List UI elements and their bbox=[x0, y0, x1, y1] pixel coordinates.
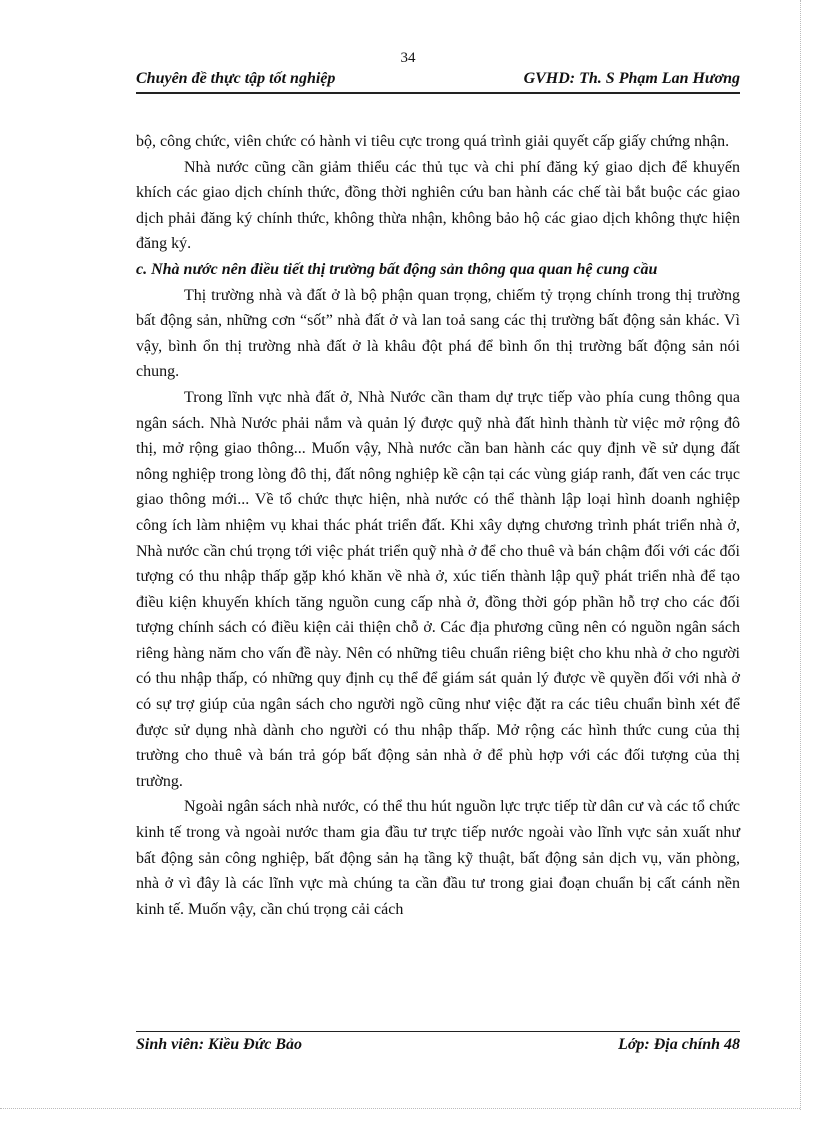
paragraph-housing-market: Thị trường nhà và đất ở là bộ phận quan trọng, chiếm tỷ trọng chính trong thị trường bất động sản, những cơn “sốt” nhà đất ở và lan toả sang các thị trường bất động sản khác. Vì vậy, bình ổn thị trường nhà đất ở là khâu đột phá để bình ổn thị trường bất động sản nói chung. bbox=[136, 286, 740, 381]
header-advisor: GVHD: Th. S Phạm Lan Hương bbox=[523, 70, 740, 87]
section-heading-c: c. Nhà nước nên điều tiết thị trường bất động sản thông qua quan hệ cung cầu bbox=[136, 260, 658, 278]
paragraph-continuation: bộ, công chức, viên chức có hành vi tiêu cực trong quá trình giải quyết cấp giấy chứng nhận. bbox=[136, 133, 730, 150]
page-header bbox=[136, 70, 740, 94]
page-edge-right bbox=[800, 0, 801, 1110]
page-edge-bottom bbox=[0, 1108, 800, 1109]
paragraph-other-resources: Ngoài ngân sách nhà nước, có thể thu hút nguồn lực trực tiếp từ dân cư và các tổ chức kinh tế trong và ngoài nước tham gia đầu tư trực tiếp nước ngoài vào lĩnh vực sản xuất như bất động sản công nghiệp, bất động sản hạ tầng kỹ thuật, bất động sản dịch vụ, văn phòng, nhà ở vì đây là các lĩnh vực mà chúng ta cần đầu tư trong giai đoạn chuẩn bị cất cánh nền kinh tế. Muốn vậy, cần chú trọng cải cách bbox=[136, 798, 740, 918]
document-body bbox=[136, 129, 740, 922]
paragraph-state-supply: Trong lĩnh vực nhà đất ở, Nhà Nước cần tham dự trực tiếp vào phía cung thông qua ngân sách. Nhà Nước phải nắm và quản lý được quỹ nhà đất hình thành từ việc mở rộng đô thị, mở rộng giao thông... Muốn vậy, Nhà nước cần ban hành các quy định về sử dụng đất nông nghiệp trong lòng đô thị, đất nông nghiệp kề cận tại các vùng giáp ranh, đất ven các trục giao thông mới... Về tổ chức thực hiện, nhà nước có thể thành lập loại hình doanh nghiệp công ích làm nhiệm vụ khai thác phát triển đất. Khi xây dựng chương trình phát triển nhà ở, Nhà nước cần chú trọng tới việc phát triển quỹ nhà ở để cho thuê và bán chậm đối với các đối tượng có thu nhập thấp gặp khó khăn về nhà ở, xúc tiến thành lập quỹ phát triển nhà để tạo điều kiện khuyến khích tăng nguồn cung cấp nhà ở, đồng thời góp phần hỗ trợ cho các đối tượng chính sách có điều kiện cải thiện chỗ ở. Các địa phương cũng nên có nguồn ngân sách riêng hàng năm cho vấn đề này. Nên có những tiêu chuẩn riêng biệt cho khu nhà ở cho người có thu nhập thấp, có những quy định cụ thể để giám sát quản lý được về quyền đối với nhà ở có sự trợ giúp của ngân sách cho người ngồ cũng như việc đặt ra các tiêu chuẩn bình xét để được sử dụng nhà dành cho người có thu nhập thấp. Mở rộng các hình thức cung của thị trường cho thuê và bán trả góp bất động sản nhà ở để phù hợp với các đối tượng của thị trường. bbox=[136, 388, 740, 790]
footer-student: Sinh viên: Kiều Đức Bảo bbox=[136, 1036, 303, 1053]
page-footer bbox=[136, 1031, 740, 1057]
paragraph-registration: Nhà nước cũng cần giảm thiểu các thủ tục và chi phí đăng ký giao dịch để khuyến khích các giao dịch chính thức, đồng thời nghiên cứu ban hành các chế tài bắt buộc các giao dịch phải đăng ký chính thức, không thừa nhận, không bảo hộ các giao dịch không thực hiện đăng ký. bbox=[136, 158, 740, 253]
footer-class: Lớp: Địa chính 48 bbox=[618, 1036, 740, 1053]
page-number: 34 bbox=[400, 50, 416, 66]
header-document-title: Chuyên đề thực tập tốt nghiệp bbox=[136, 70, 336, 87]
